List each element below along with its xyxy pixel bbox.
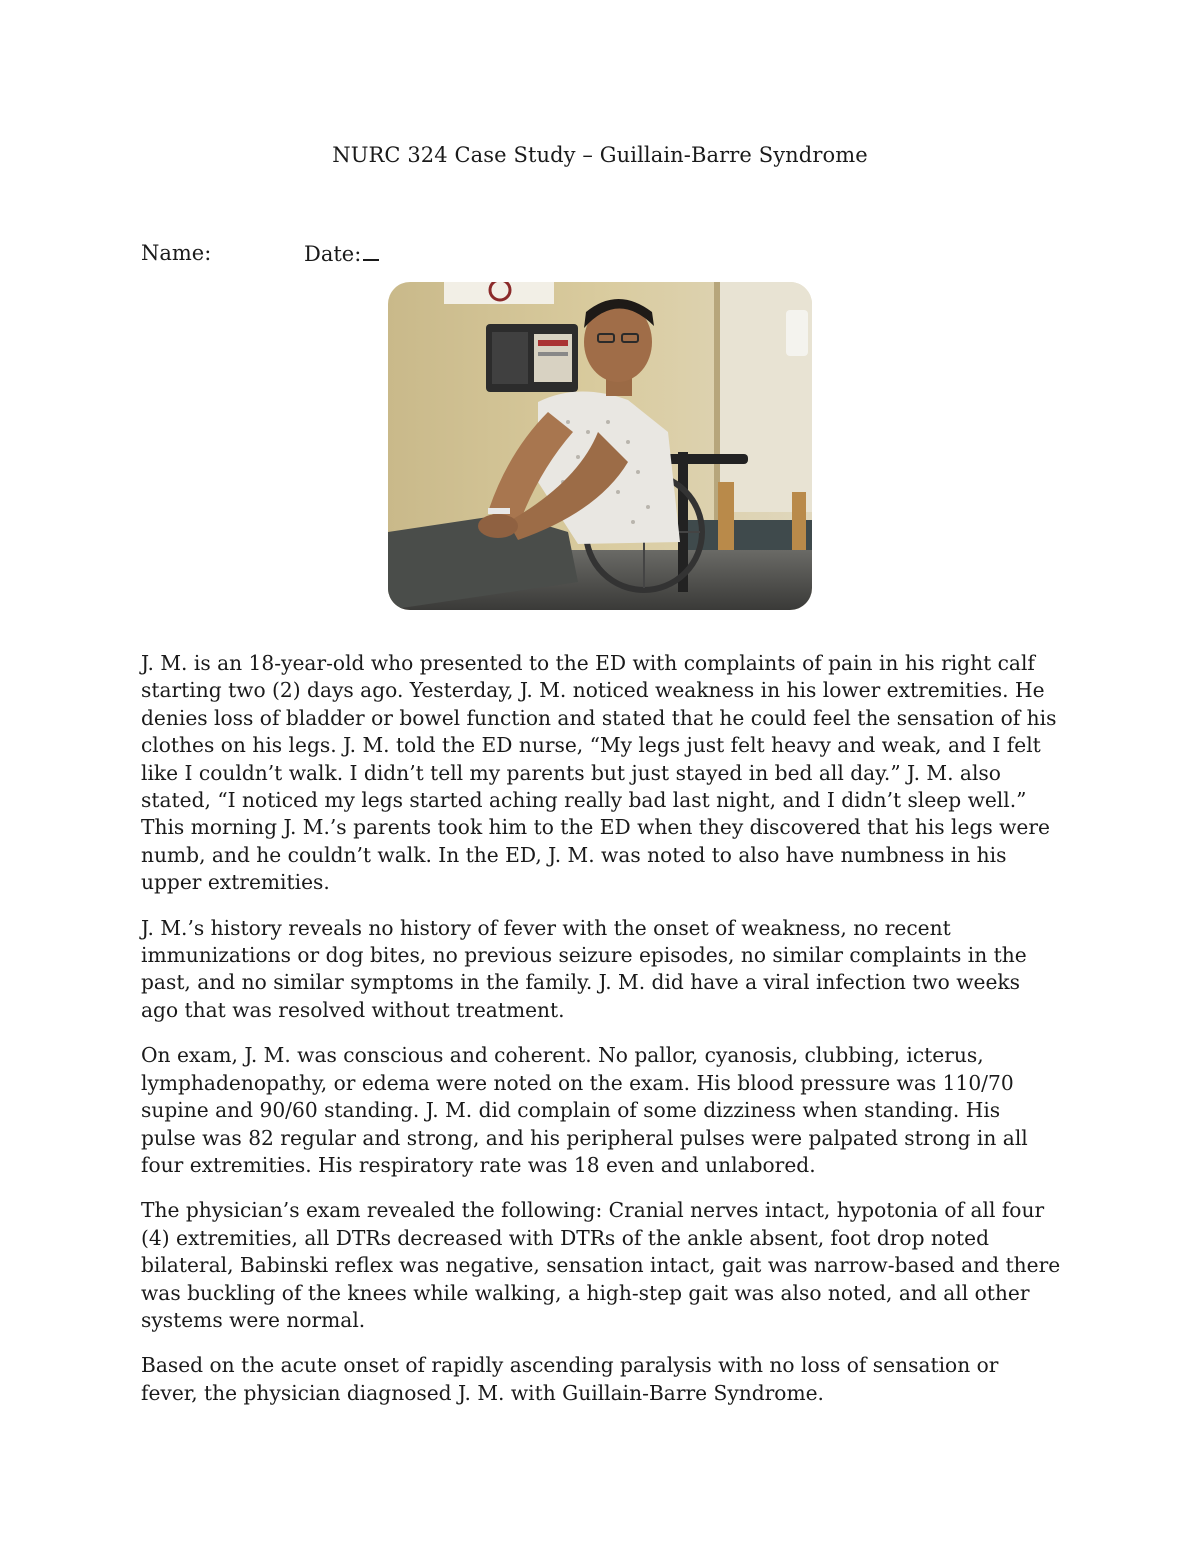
date-label: Date: [304,242,362,266]
name-label: Name: [141,241,212,265]
patient-photo [388,282,812,610]
paragraph-presentation: J. M. is an 18-year-old who presented to the ED with complaints of pain in his right calf starting two (2) days ago. Yesterday, J. M. noticed weakness in his lower extremities. He denies loss of bladder or bowel function and stated that he could feel the sensation of his clothes on his legs. J. M. told the ED nurse, “My legs just felt heavy and weak, and I felt like I couldn’t walk. I didn’t tell my parents but just stayed in bed all day.” J. M. also stated, “I noticed my legs started aching really bad last night, and I didn’t sleep well.” This morning J. M.’s parents took him to the ED when they discovered that his legs were numb, and he couldn’t walk. In the ED, J. M. was noted to also have numbness in his upper extremities. [141,651,1057,895]
paragraph-exam: On exam, J. M. was conscious and coherent. No pallor, cyanosis, clubbing, icterus, lymphadenopathy, or edema were noted on the exam. His blood pressure was 110/70 supine and 90/60 standing. J. M. did complain of some dizziness when standing. His pulse was 82 regular and strong, and his peripheral pulses were palpated strong in all four extremities. His respiratory rate was 18 even and unlabored. [141,1043,1028,1177]
date-field [304,241,379,266]
date-blank-line [363,241,379,261]
paragraph-history: J. M.’s history reveals no history of fever with the onset of weakness, no recent immunizations or dog bites, no previous seizure episodes, no similar complaints in the past, and no similar symptoms in the family. J. M. did have a viral infection two weeks ago that was resolved without treatment. [141,915,1027,1022]
paragraph-diagnosis: Based on the acute onset of rapidly ascending paralysis with no loss of sensation or fever, the physician diagnosed J. M. with Guillain-Barre Syndrome. [141,1353,999,1405]
document-title: NURC 324 Case Study – Guillain-Barre Syndrome [332,143,868,167]
paragraph-physician-exam: The physician’s exam revealed the following: Cranial nerves intact, hypotonia of all four (4) extremities, all DTRs decreased with DTRs of the ankle absent, foot drop noted bilateral, Babinski reflex was negative, sensation intact, gait was narrow-based and there was buckling of the knees while walking, a high-step gait was also noted, and all other systems were normal. [141,1198,1061,1332]
case-narrative [141,650,1061,1425]
